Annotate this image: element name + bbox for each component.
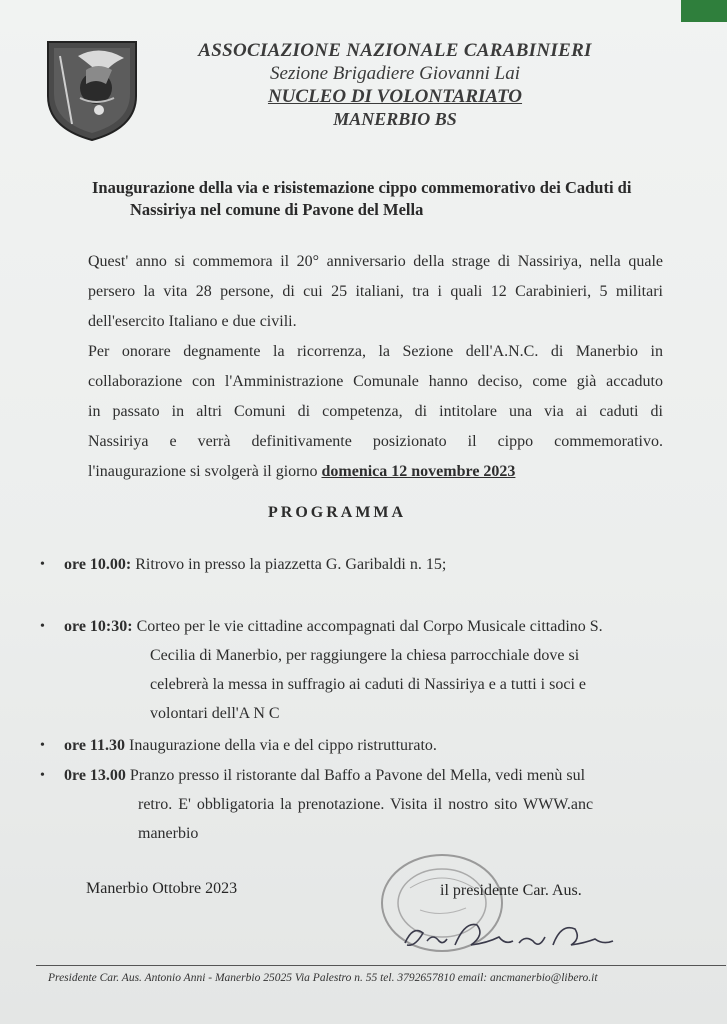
footer-divider: [36, 965, 726, 966]
program-text: Inaugurazione della via e del cippo ristrutturato.: [125, 737, 437, 754]
program-item: [40, 550, 680, 579]
inauguration-text: l'inaugurazione si svolgerà il giorno: [88, 463, 322, 480]
place-date: Manerbio Ottobre 2023: [86, 880, 238, 897]
program-text-cont: retro. E' obbligatoria la prenotazione. Visita il nostro sito WWW.anc: [138, 796, 594, 813]
program-text-cont: Cecilia di Manerbio, per raggiungere la chiesa parrocchiale dove si: [150, 647, 580, 664]
carabinieri-shield-logo: [40, 36, 144, 142]
paragraph-1-line: dell'esercito Italiano e due civili.: [88, 313, 297, 330]
program-time: ore 10.00:: [64, 556, 132, 573]
program-item: [40, 612, 680, 728]
bullet-icon: •: [40, 557, 45, 572]
event-date: domenica 12 novembre 2023: [321, 463, 516, 480]
paragraph-1: [88, 247, 663, 337]
paragraph-2-line: in passato in altri Comuni di competenza, di intitolare una via ai caduti di: [88, 403, 663, 420]
footer-contact: Presidente Car. Aus. Antonio Anni - Manerbio 25025 Via Palestro n. 55 tel. 3792657810 email: ancmanerbio@libero.it: [48, 972, 598, 984]
handwritten-signature: [395, 915, 625, 960]
paragraph-2-line: Per onorare degnamente la ricorrenza, la Sezione dell'A.N.C. di Manerbio in: [88, 343, 663, 360]
paragraph-2: [88, 337, 663, 487]
title-line-2: Nassiriya nel comune di Pavone del Mella: [130, 200, 424, 219]
program-text: Corteo per le vie cittadine accompagnati dal Corpo Musicale cittadino S.: [132, 618, 603, 635]
president-title: il presidente Car. Aus.: [440, 882, 582, 899]
program-heading: PROGRAMMA: [268, 504, 407, 521]
program-item: [40, 731, 680, 760]
paragraph-2-line: Nassiriya e verrà definitivamente posizionato il cippo commemorativo.: [88, 433, 663, 450]
paragraph-1-line: Quest' anno si commemora il 20° anniversario della strage di Nassiriya, nella quale: [88, 253, 663, 270]
paragraph-2-line: collaborazione con l'Amministrazione Comunale hanno deciso, come già accaduto: [88, 373, 663, 390]
bullet-icon: •: [40, 619, 45, 634]
city-name: MANERBIO BS: [333, 109, 457, 129]
program-text: Pranzo presso il ristorante dal Baffo a Pavone del Mella, vedi menù sul: [125, 767, 586, 784]
letterhead: [150, 40, 640, 130]
program-text-cont: celebrerà la messa in suffragio ai caduti di Nassiriya e a tutti i soci e: [150, 676, 586, 693]
program-text-cont: manerbio: [138, 825, 199, 842]
title-line-1: Inaugurazione della via e risistemazione cippo commemorativo dei Caduti di: [92, 178, 632, 197]
org-name: ASSOCIAZIONE NAZIONALE CARABINIERI: [198, 40, 592, 61]
bullet-icon: •: [40, 768, 45, 783]
paragraph-2-line: [88, 457, 663, 487]
paragraph-1-line: persero la vita 28 persone, di cui 25 italiani, tra i quali 12 Carabinieri, 5 militari: [88, 283, 663, 300]
program-time: ore 10:30:: [64, 618, 133, 635]
program-time: 0re 13.00: [64, 767, 126, 784]
program-time: ore 11.30: [64, 737, 126, 754]
section-name: Sezione Brigadiere Giovanni Lai: [270, 63, 520, 84]
program-text: Ritrovo in presso la piazzetta G. Garibaldi n. 15;: [131, 556, 447, 573]
document-title: [92, 177, 712, 221]
unit-name: NUCLEO DI VOLONTARIATO: [267, 86, 523, 107]
program-text-cont: volontari dell'A N C: [150, 705, 280, 722]
bullet-icon: •: [40, 738, 45, 753]
program-item: [40, 761, 680, 848]
page-corner-tab: [681, 0, 727, 22]
